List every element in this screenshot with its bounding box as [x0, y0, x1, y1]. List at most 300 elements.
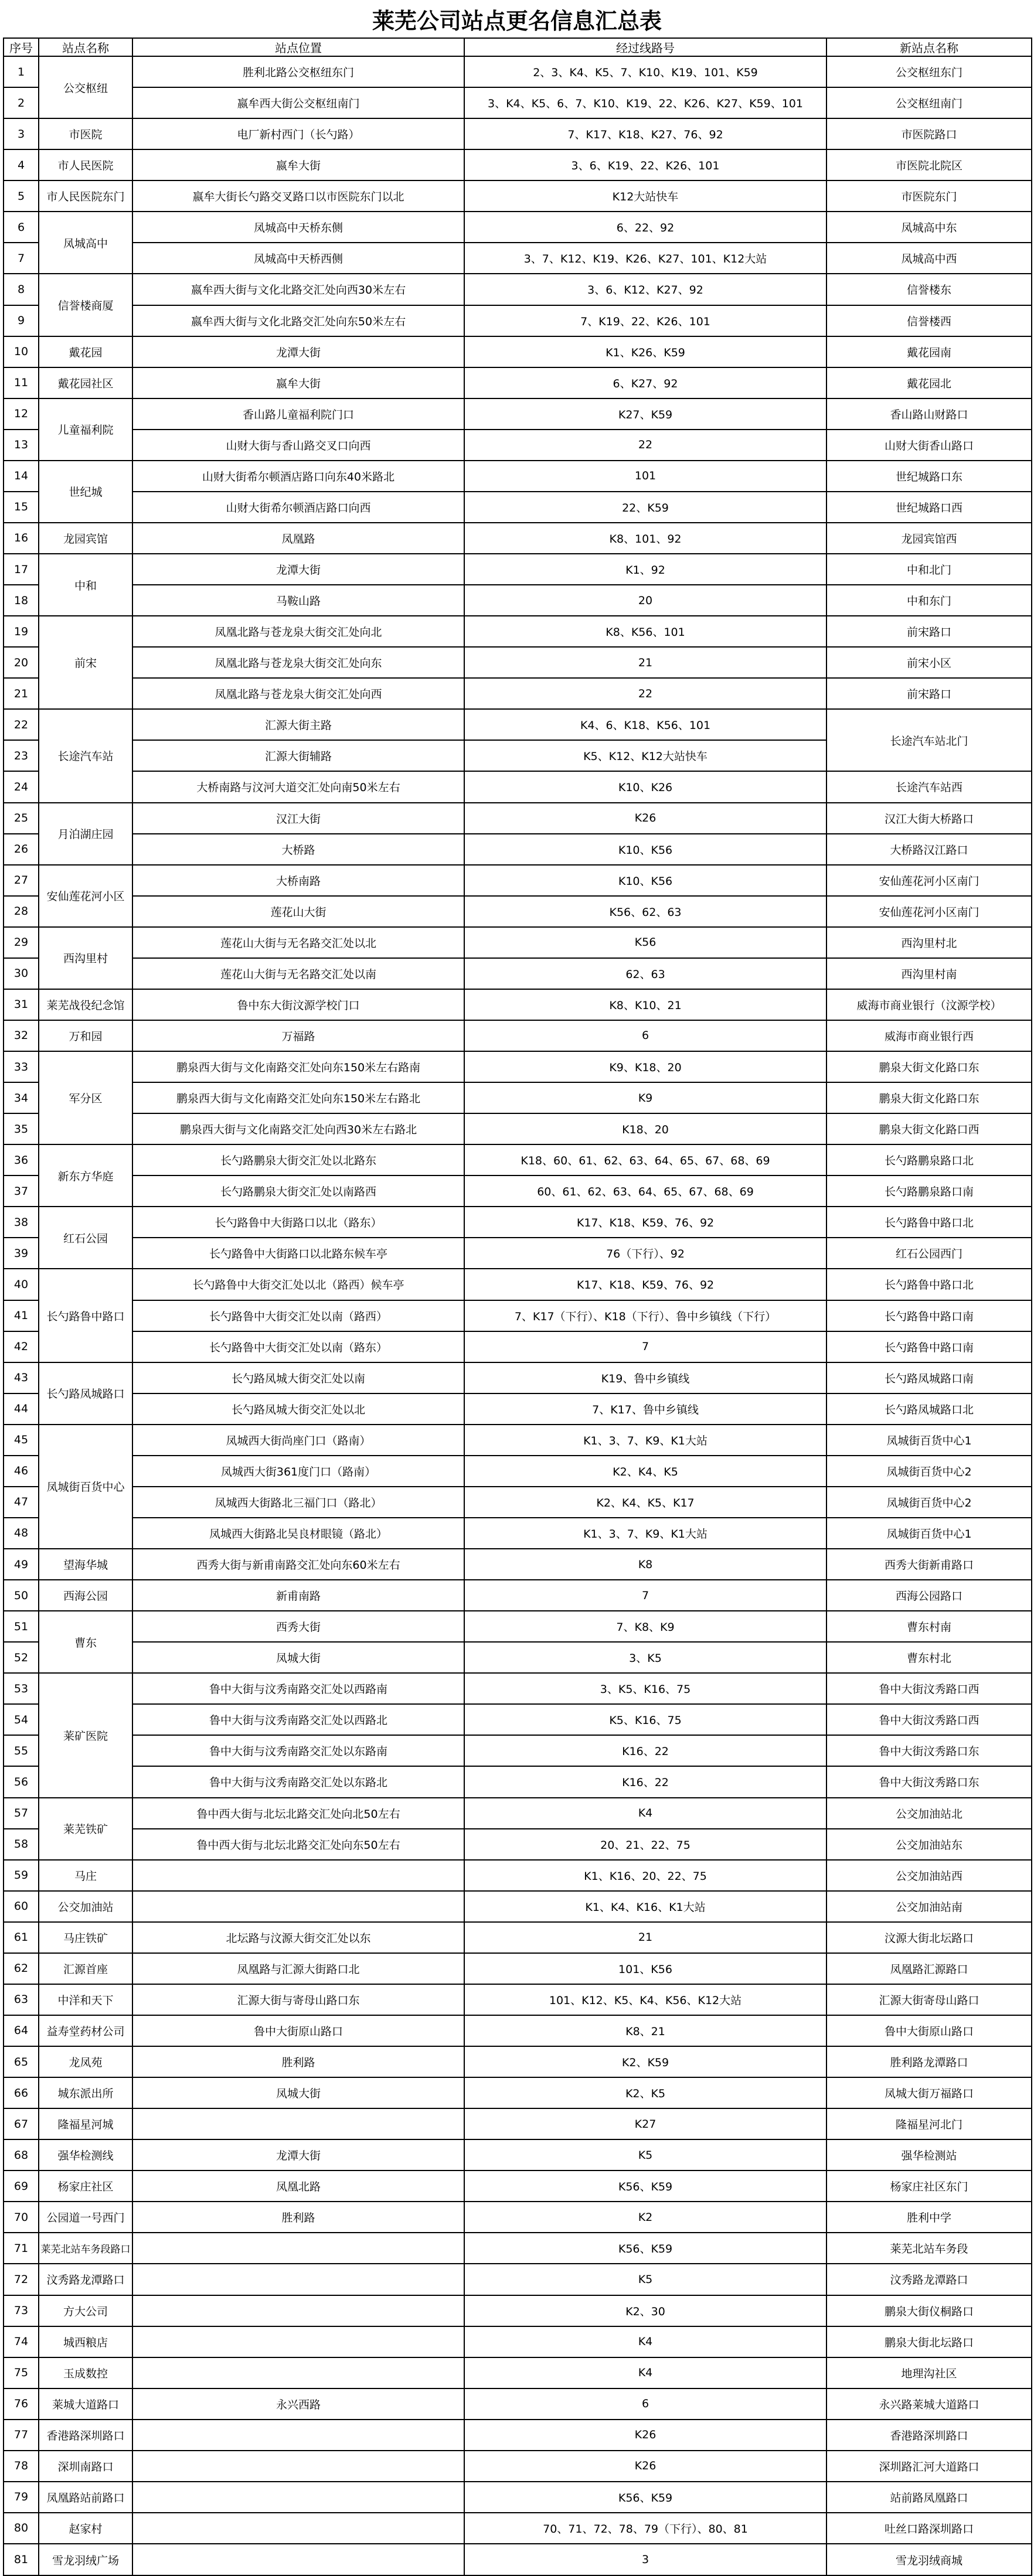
- row-index-cell: 2: [4, 87, 39, 118]
- row-index-cell: 18: [4, 585, 39, 616]
- routes-cell: K4、6、K18、K56、101: [464, 709, 826, 740]
- station-location-cell: 鲁中大街原山路口: [132, 2015, 464, 2046]
- routes-cell: K26: [464, 2420, 826, 2451]
- station-name-cell: 莱芜铁矿: [39, 1798, 132, 1860]
- station-location-cell: 鹏泉西大街与文化南路交汇处向东150米左右路南: [132, 1051, 464, 1082]
- new-station-name-cell: 公交枢纽南门: [826, 87, 1032, 118]
- routes-cell: K1、K26、K59: [464, 336, 826, 367]
- table-row: [4, 616, 1032, 647]
- table-row: [4, 367, 1032, 398]
- row-index-cell: 59: [4, 1860, 39, 1891]
- station-name-cell: 戴花园社区: [39, 367, 132, 398]
- table-row: [4, 305, 1032, 336]
- station-name-cell: 长途汽车站: [39, 709, 132, 802]
- station-location-cell: 长勺路鹏泉大街交汇处以南路西: [132, 1175, 464, 1207]
- table-row: [4, 647, 1032, 678]
- station-location-cell: 凤凰北路与苍龙泉大街交汇处向北: [132, 616, 464, 647]
- row-index-cell: 4: [4, 149, 39, 180]
- routes-cell: 7: [464, 1331, 826, 1362]
- new-station-name-cell: 鲁中大街原山路口: [826, 2015, 1032, 2046]
- routes-cell: K2、30: [464, 2295, 826, 2326]
- routes-cell: K5、K12、K12大站快车: [464, 740, 826, 771]
- station-name-cell: 莱芜北站车务段路口: [39, 2233, 132, 2264]
- routes-cell: K17、K18、K59、76、92: [464, 1269, 826, 1300]
- station-name-cell: 方大公司: [39, 2295, 132, 2326]
- row-index-cell: 62: [4, 1953, 39, 1984]
- new-station-name-cell: 公交加油站东: [826, 1829, 1032, 1860]
- new-station-name-cell: 市医院东门: [826, 180, 1032, 212]
- station-name-cell: 军分区: [39, 1051, 132, 1144]
- row-index-cell: 44: [4, 1393, 39, 1425]
- table-row: [4, 1393, 1032, 1425]
- new-station-name-cell: 强华检测站: [826, 2139, 1032, 2170]
- new-station-name-cell: 鹏泉大街文化路口东: [826, 1082, 1032, 1113]
- station-name-cell: 城东派出所: [39, 2077, 132, 2108]
- station-location-cell: 凤城西大街路北三福门口（路北）: [132, 1487, 464, 1518]
- row-index-cell: 58: [4, 1829, 39, 1860]
- row-index-cell: 78: [4, 2451, 39, 2482]
- row-index-cell: 9: [4, 305, 39, 336]
- station-location-cell: 山财大街希尔顿酒店路口向西: [132, 492, 464, 523]
- routes-cell: K2、K4、K5: [464, 1456, 826, 1487]
- station-location-cell: 北坛路与汶源大街交汇处以东: [132, 1922, 464, 1953]
- table-row: [4, 1735, 1032, 1766]
- table-row: [4, 1300, 1032, 1331]
- station-name-cell: 万和园: [39, 1020, 132, 1051]
- row-index-cell: 12: [4, 398, 39, 430]
- station-location-cell: 凤凰路: [132, 523, 464, 554]
- row-index-cell: 11: [4, 367, 39, 398]
- new-station-name-cell: 鲁中大街汶秀路口东: [826, 1766, 1032, 1797]
- station-location-cell: [132, 2357, 464, 2388]
- table-row: [4, 1829, 1032, 1860]
- table-row: [4, 2451, 1032, 2482]
- routes-cell: K56、K59: [464, 2170, 826, 2202]
- table-row: [4, 398, 1032, 430]
- row-index-cell: 64: [4, 2015, 39, 2046]
- routes-cell: 7、K17、鲁中乡镇线: [464, 1393, 826, 1425]
- station-location-cell: 凤城西大街361度门口（路南）: [132, 1456, 464, 1487]
- station-location-cell: 凤城西大街尚座门口（路南）: [132, 1425, 464, 1456]
- new-station-name-cell: 长勺路凤城路口北: [826, 1393, 1032, 1425]
- routes-cell: K10、K56: [464, 865, 826, 896]
- table-row: [4, 461, 1032, 492]
- new-station-name-cell: 鹏泉大街文化路口东: [826, 1051, 1032, 1082]
- row-index-cell: 6: [4, 212, 39, 243]
- new-station-name-cell: 市医院路口: [826, 118, 1032, 149]
- station-location-cell: 鲁中西大街与北坛北路交汇处向北50左右: [132, 1798, 464, 1829]
- routes-cell: 101、K56: [464, 1953, 826, 1984]
- row-index-cell: 61: [4, 1922, 39, 1953]
- station-name-cell: 莱城大道路口: [39, 2388, 132, 2420]
- station-location-cell: 新甫南路: [132, 1580, 464, 1611]
- station-location-cell: [132, 2264, 464, 2295]
- row-index-cell: 51: [4, 1611, 39, 1642]
- table-row: [4, 585, 1032, 616]
- table-row: [4, 274, 1032, 305]
- routes-cell: K8、101、92: [464, 523, 826, 554]
- row-index-cell: 60: [4, 1891, 39, 1922]
- routes-cell: K2、K5: [464, 2077, 826, 2108]
- new-station-name-cell: 安仙莲花河小区南门: [826, 865, 1032, 896]
- table-row: [4, 896, 1032, 927]
- new-station-name-cell: 戴花园南: [826, 336, 1032, 367]
- station-name-cell: 强华检测线: [39, 2139, 132, 2170]
- station-location-cell: [132, 2482, 464, 2513]
- new-station-name-cell: 长勺路鲁中路口南: [826, 1300, 1032, 1331]
- station-location-cell: 嬴牟西大街公交枢纽南门: [132, 87, 464, 118]
- table-row: [4, 1549, 1032, 1580]
- station-location-cell: 嬴牟西大街与文化北路交汇处向西30米左右: [132, 274, 464, 305]
- routes-cell: 7、K17（下行）、K18（下行）、鲁中乡镇线（下行）: [464, 1300, 826, 1331]
- new-station-name-cell: 大桥路汉江路口: [826, 834, 1032, 865]
- table-row: [4, 87, 1032, 118]
- routes-cell: K2、K59: [464, 2046, 826, 2077]
- station-location-cell: 汇源大街辅路: [132, 740, 464, 771]
- table-row: [4, 212, 1032, 243]
- table-row: [4, 1269, 1032, 1300]
- station-rename-table: [3, 38, 1032, 2576]
- table-row: [4, 1922, 1032, 1953]
- station-name-cell: 凤城街百货中心: [39, 1425, 132, 1549]
- new-station-name-cell: 西海公园路口: [826, 1580, 1032, 1611]
- station-location-cell: 嬴牟大街: [132, 367, 464, 398]
- routes-cell: K56: [464, 927, 826, 958]
- new-station-name-cell: 世纪城路口东: [826, 461, 1032, 492]
- new-station-name-cell: 戴花园北: [826, 367, 1032, 398]
- table-row: [4, 1580, 1032, 1611]
- row-index-cell: 67: [4, 2108, 39, 2139]
- routes-cell: 6: [464, 2388, 826, 2420]
- table-row: [4, 1051, 1032, 1082]
- new-station-name-cell: 西沟里村北: [826, 927, 1032, 958]
- routes-cell: 22、K59: [464, 492, 826, 523]
- routes-cell: K19、鲁中乡镇线: [464, 1362, 826, 1393]
- station-location-cell: 胜利路: [132, 2202, 464, 2233]
- row-index-cell: 65: [4, 2046, 39, 2077]
- routes-cell: 22: [464, 678, 826, 709]
- routes-cell: K27、K59: [464, 398, 826, 430]
- station-name-cell: 莱芜战役纪念馆: [39, 989, 132, 1020]
- station-location-cell: 鲁中东大街汶源学校门口: [132, 989, 464, 1020]
- new-station-name-cell: 中和北门: [826, 554, 1032, 585]
- station-location-cell: 胜利路: [132, 2046, 464, 2077]
- row-index-cell: 45: [4, 1425, 39, 1456]
- station-location-cell: 嬴牟大街长勺路交叉路口以市医院东门以北: [132, 180, 464, 212]
- new-station-name-cell: 曹东村南: [826, 1611, 1032, 1642]
- routes-cell: 70、71、72、78、79（下行）、80、81: [464, 2513, 826, 2544]
- table-row: [4, 1487, 1032, 1518]
- station-location-cell: 龙潭大街: [132, 336, 464, 367]
- routes-cell: K16、22: [464, 1766, 826, 1797]
- new-station-name-cell: 地理沟社区: [826, 2357, 1032, 2388]
- row-index-cell: 49: [4, 1549, 39, 1580]
- routes-cell: K4: [464, 2357, 826, 2388]
- station-location-cell: [132, 1891, 464, 1922]
- station-name-cell: 龙园宾馆: [39, 523, 132, 554]
- new-station-name-cell: 公交加油站南: [826, 1891, 1032, 1922]
- new-station-name-cell: 汇源大街寄母山路口: [826, 1984, 1032, 2015]
- station-name-cell: 中洋和天下: [39, 1984, 132, 2015]
- new-station-name-cell: 长勺路鹏泉路口南: [826, 1175, 1032, 1207]
- station-location-cell: 凤凰北路与苍龙泉大街交汇处向西: [132, 678, 464, 709]
- table-row: [4, 1020, 1032, 1051]
- table-row: [4, 180, 1032, 212]
- station-location-cell: 鲁中大街与汶秀南路交汇处以东路北: [132, 1766, 464, 1797]
- row-index-cell: 31: [4, 989, 39, 1020]
- new-station-name-cell: 鲁中大街汶秀路口西: [826, 1704, 1032, 1735]
- station-name-cell: 益寿堂药材公司: [39, 2015, 132, 2046]
- row-index-cell: 3: [4, 118, 39, 149]
- row-index-cell: 37: [4, 1175, 39, 1207]
- station-location-cell: 鲁中大街与汶秀南路交汇处以西路南: [132, 1673, 464, 1704]
- header-index: 序号: [4, 38, 39, 56]
- station-location-cell: 万福路: [132, 1020, 464, 1051]
- row-index-cell: 57: [4, 1798, 39, 1829]
- station-name-cell: 公交枢纽: [39, 56, 132, 118]
- new-station-name-cell: 红石公园西门: [826, 1238, 1032, 1269]
- row-index-cell: 75: [4, 2357, 39, 2388]
- row-index-cell: 63: [4, 1984, 39, 2015]
- row-index-cell: 80: [4, 2513, 39, 2544]
- routes-cell: K9: [464, 1082, 826, 1113]
- row-index-cell: 42: [4, 1331, 39, 1362]
- table-row: [4, 149, 1032, 180]
- row-index-cell: 22: [4, 709, 39, 740]
- row-index-cell: 29: [4, 927, 39, 958]
- station-location-cell: 电厂新村西门（长勺路）: [132, 118, 464, 149]
- new-station-name-cell: 世纪城路口西: [826, 492, 1032, 523]
- routes-cell: K17、K18、K59、76、92: [464, 1207, 826, 1238]
- station-location-cell: 凤城大街: [132, 1642, 464, 1673]
- row-index-cell: 1: [4, 56, 39, 87]
- station-name-cell: 杨家庄社区: [39, 2170, 132, 2202]
- row-index-cell: 69: [4, 2170, 39, 2202]
- routes-cell: K4: [464, 2326, 826, 2357]
- station-location-cell: 莲花山大街与无名路交汇处以北: [132, 927, 464, 958]
- row-index-cell: 32: [4, 1020, 39, 1051]
- table-row: [4, 2357, 1032, 2388]
- row-index-cell: 76: [4, 2388, 39, 2420]
- station-location-cell: 永兴西路: [132, 2388, 464, 2420]
- row-index-cell: 81: [4, 2544, 39, 2575]
- row-index-cell: 72: [4, 2264, 39, 2295]
- new-station-name-cell: 西沟里村南: [826, 958, 1032, 989]
- table-row: [4, 1082, 1032, 1113]
- table-row: [4, 2139, 1032, 2170]
- routes-cell: K2、K4、K5、K17: [464, 1487, 826, 1518]
- station-location-cell: 长勺路鲁中大街交汇处以南（路西）: [132, 1300, 464, 1331]
- station-name-cell: 安仙莲花河小区: [39, 865, 132, 927]
- routes-cell: 2、3、K4、K5、7、K10、K19、101、K59: [464, 56, 826, 87]
- row-index-cell: 52: [4, 1642, 39, 1673]
- station-location-cell: [132, 2420, 464, 2451]
- station-location-cell: [132, 2326, 464, 2357]
- table-row: [4, 1891, 1032, 1922]
- station-location-cell: 嬴牟大街: [132, 149, 464, 180]
- station-location-cell: 长勺路凤城大街交汇处以南: [132, 1362, 464, 1393]
- row-index-cell: 7: [4, 243, 39, 274]
- routes-cell: K12大站快车: [464, 180, 826, 212]
- table-row: [4, 989, 1032, 1020]
- table-row: [4, 1175, 1032, 1207]
- new-station-name-cell: 雪龙羽绒商城: [826, 2544, 1032, 2575]
- row-index-cell: 27: [4, 865, 39, 896]
- table-row: [4, 2544, 1032, 2575]
- routes-cell: K56、62、63: [464, 896, 826, 927]
- station-location-cell: 大桥南路与汶河大道交汇处向南50米左右: [132, 771, 464, 802]
- new-station-name-cell: 鹏泉大街文化路口西: [826, 1113, 1032, 1144]
- station-name-cell: 儿童福利院: [39, 398, 132, 461]
- new-station-name-cell: 汶源大街北坛路口: [826, 1922, 1032, 1953]
- table-row: [4, 1642, 1032, 1673]
- row-index-cell: 25: [4, 803, 39, 834]
- station-name-cell: 公园道一号西门: [39, 2202, 132, 2233]
- new-station-name-cell: 鲁中大街汶秀路口西: [826, 1673, 1032, 1704]
- table-row: [4, 1860, 1032, 1891]
- new-station-name-cell: 汉江大街大桥路口: [826, 803, 1032, 834]
- new-station-name-cell: 长勺路鲁中路口南: [826, 1331, 1032, 1362]
- row-index-cell: 34: [4, 1082, 39, 1113]
- row-index-cell: 30: [4, 958, 39, 989]
- table-row: [4, 865, 1032, 896]
- table-header-row: [4, 38, 1032, 56]
- row-index-cell: 26: [4, 834, 39, 865]
- table-row: [4, 1984, 1032, 2015]
- new-station-name-cell: 威海市商业银行西: [826, 1020, 1032, 1051]
- routes-cell: K18、20: [464, 1113, 826, 1144]
- table-row: [4, 2295, 1032, 2326]
- routes-cell: K5、K16、75: [464, 1704, 826, 1735]
- routes-cell: 101、K12、K5、K4、K56、K12大站: [464, 1984, 826, 2015]
- new-station-name-cell: 鲁中大街汶秀路口东: [826, 1735, 1032, 1766]
- routes-cell: K1、92: [464, 554, 826, 585]
- row-index-cell: 70: [4, 2202, 39, 2233]
- station-location-cell: 西秀大街与新甫南路交汇处向东60米左右: [132, 1549, 464, 1580]
- header-routes: 经过线路号: [464, 38, 826, 56]
- table-row: [4, 2482, 1032, 2513]
- new-station-name-cell: 长途汽车站西: [826, 771, 1032, 802]
- table-row: [4, 1953, 1032, 1984]
- row-index-cell: 47: [4, 1487, 39, 1518]
- routes-cell: 60、61、62、63、64、65、67、68、69: [464, 1175, 826, 1207]
- routes-cell: K10、K26: [464, 771, 826, 802]
- new-station-name-cell: 西秀大街新甫路口: [826, 1549, 1032, 1580]
- table-row: [4, 1238, 1032, 1269]
- new-station-name-cell: 长勺路鹏泉路口北: [826, 1144, 1032, 1175]
- row-index-cell: 50: [4, 1580, 39, 1611]
- station-location-cell: 汇源大街与寄母山路口东: [132, 1984, 464, 2015]
- station-location-cell: 莲花山大街: [132, 896, 464, 927]
- station-location-cell: 长勺路鲁中大街交汇处以南（路东）: [132, 1331, 464, 1362]
- table-row: [4, 2264, 1032, 2295]
- new-station-name-cell: 曹东村北: [826, 1642, 1032, 1673]
- station-name-cell: 凤凰路站前路口: [39, 2482, 132, 2513]
- table-row: [4, 523, 1032, 554]
- station-location-cell: 鲁中大街与汶秀南路交汇处以东路南: [132, 1735, 464, 1766]
- row-index-cell: 15: [4, 492, 39, 523]
- routes-cell: K26: [464, 803, 826, 834]
- row-index-cell: 46: [4, 1456, 39, 1487]
- new-station-name-cell: 鹏泉大街北坛路口: [826, 2326, 1032, 2357]
- routes-cell: 3、6、K12、K27、92: [464, 274, 826, 305]
- row-index-cell: 56: [4, 1766, 39, 1797]
- new-station-name-cell: 长勺路凤城路口南: [826, 1362, 1032, 1393]
- row-index-cell: 74: [4, 2326, 39, 2357]
- new-station-name-cell: 公交枢纽东门: [826, 56, 1032, 87]
- new-station-name-cell: 前宋小区: [826, 647, 1032, 678]
- station-name-cell: 汶秀路龙潭路口: [39, 2264, 132, 2295]
- new-station-name-cell: 长勺路鲁中路口北: [826, 1269, 1032, 1300]
- station-name-cell: 月泊湖庄园: [39, 803, 132, 865]
- station-location-cell: 鹏泉西大街与文化南路交汇处向东150米左右路北: [132, 1082, 464, 1113]
- new-station-name-cell: 莱芜北站车务段: [826, 2233, 1032, 2264]
- routes-cell: 7: [464, 1580, 826, 1611]
- row-index-cell: 17: [4, 554, 39, 585]
- station-name-cell: 马庄: [39, 1860, 132, 1891]
- station-location-cell: 嬴牟西大街与文化北路交汇处向东50米左右: [132, 305, 464, 336]
- new-station-name-cell: 公交加油站西: [826, 1860, 1032, 1891]
- document-title: 莱芜公司站点更名信息汇总表: [372, 7, 662, 34]
- table-row: [4, 1518, 1032, 1549]
- routes-cell: 22: [464, 430, 826, 461]
- row-index-cell: 48: [4, 1518, 39, 1549]
- station-name-cell: 前宋: [39, 616, 132, 709]
- new-station-name-cell: 龙园宾馆西: [826, 523, 1032, 554]
- station-location-cell: 凤凰北路: [132, 2170, 464, 2202]
- routes-cell: K4: [464, 1798, 826, 1829]
- station-location-cell: 香山路儿童福利院门口: [132, 398, 464, 430]
- routes-cell: K56、K59: [464, 2482, 826, 2513]
- table-body: [4, 56, 1032, 2575]
- table-row: [4, 2077, 1032, 2108]
- row-index-cell: 38: [4, 1207, 39, 1238]
- station-name-cell: 隆福星河城: [39, 2108, 132, 2139]
- routes-cell: 7、K8、K9: [464, 1611, 826, 1642]
- station-location-cell: 山财大街希尔顿酒店路口向东40米路北: [132, 461, 464, 492]
- station-name-cell: 莱矿医院: [39, 1673, 132, 1797]
- station-name-cell: 西海公园: [39, 1580, 132, 1611]
- station-location-cell: [132, 2544, 464, 2575]
- table-row: [4, 1798, 1032, 1829]
- row-index-cell: 19: [4, 616, 39, 647]
- table-row: [4, 709, 1032, 740]
- new-station-name-cell: 信誉楼东: [826, 274, 1032, 305]
- station-location-cell: 马鞍山路: [132, 585, 464, 616]
- routes-cell: K5: [464, 2264, 826, 2295]
- table-row: [4, 2170, 1032, 2202]
- table-row: [4, 1331, 1032, 1362]
- station-name-cell: 雪龙羽绒广场: [39, 2544, 132, 2575]
- station-name-cell: 城西粮店: [39, 2326, 132, 2357]
- table-row: [4, 2326, 1032, 2357]
- station-name-cell: 龙凤苑: [39, 2046, 132, 2077]
- routes-cell: K1、K4、K16、K1大站: [464, 1891, 826, 1922]
- station-name-cell: 曹东: [39, 1611, 132, 1673]
- station-name-cell: 深圳南路口: [39, 2451, 132, 2482]
- row-index-cell: 77: [4, 2420, 39, 2451]
- row-index-cell: 20: [4, 647, 39, 678]
- row-index-cell: 68: [4, 2139, 39, 2170]
- station-location-cell: [132, 2295, 464, 2326]
- station-name-cell: 世纪城: [39, 461, 132, 523]
- routes-cell: K10、K56: [464, 834, 826, 865]
- station-name-cell: 赵家村: [39, 2513, 132, 2544]
- new-station-name-cell: 香港路深圳路口: [826, 2420, 1032, 2451]
- new-station-name-cell: 长勺路鲁中路口北: [826, 1207, 1032, 1238]
- routes-cell: K8、K10、21: [464, 989, 826, 1020]
- new-station-name-cell: 香山路山财路口: [826, 398, 1032, 430]
